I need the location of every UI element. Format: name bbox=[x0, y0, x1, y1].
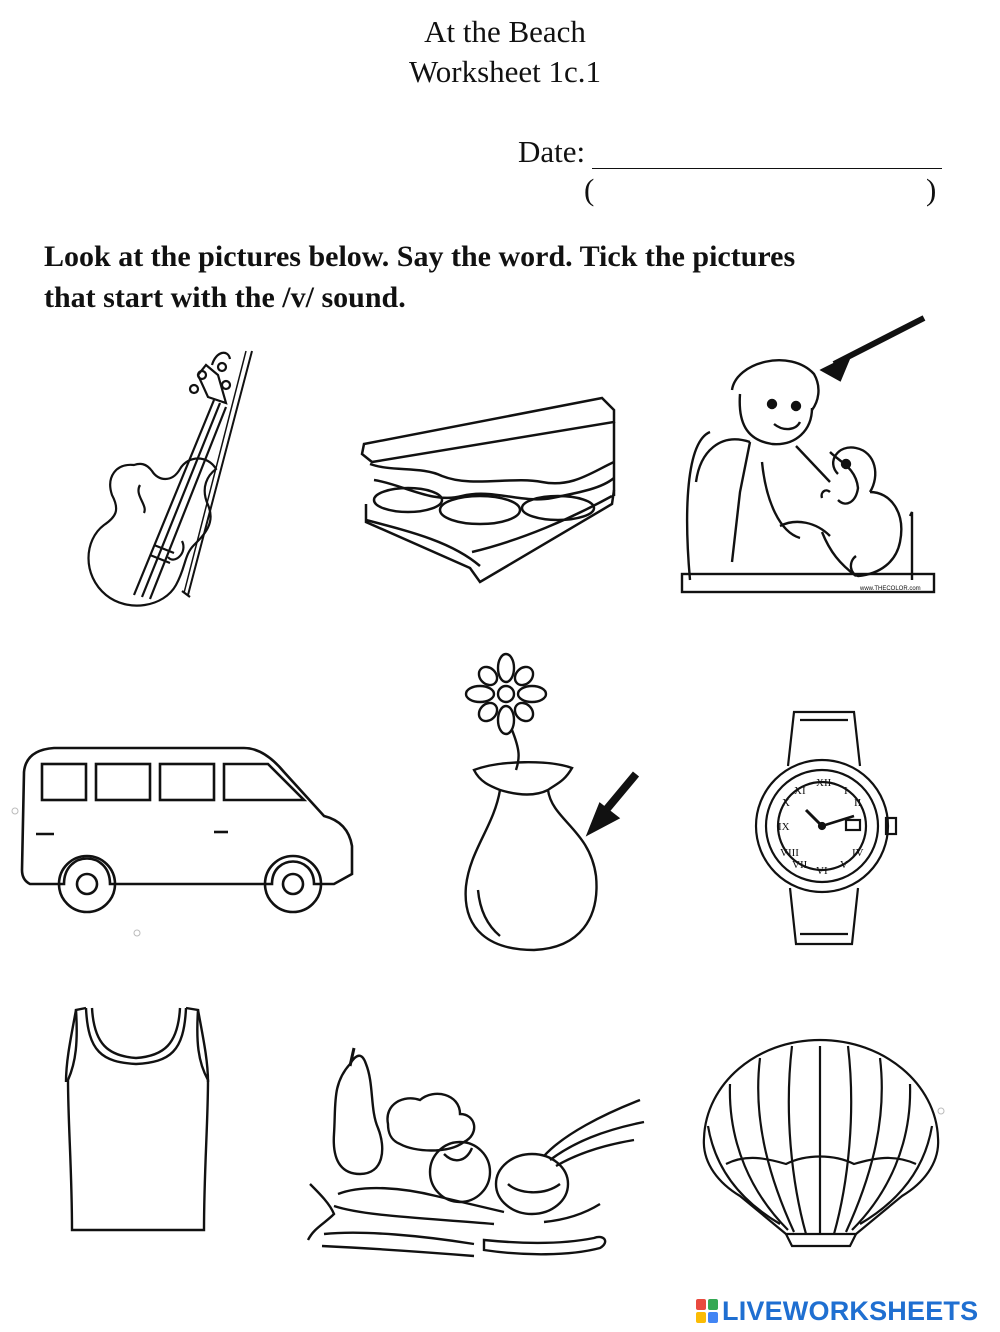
vase-icon bbox=[460, 650, 656, 956]
vet-footer-text: www.THECOLOR.com bbox=[860, 586, 921, 592]
vegetables-icon bbox=[304, 1044, 652, 1274]
paren-close: ) bbox=[926, 172, 937, 207]
date-label: Date: bbox=[518, 134, 586, 169]
instructions-line-1: Look at the pictures below. Say the word. Tick the pictures bbox=[44, 240, 796, 273]
vet-picture[interactable] bbox=[680, 312, 944, 600]
watch-picture[interactable] bbox=[748, 706, 900, 950]
liveworksheets-logo-icon bbox=[696, 1299, 718, 1323]
svg-text:V: V bbox=[840, 859, 848, 871]
worksheet-title: At the Beach bbox=[424, 14, 586, 49]
scan-dot bbox=[936, 1106, 946, 1116]
liveworksheets-logo[interactable] bbox=[696, 1296, 978, 1326]
instructions-line-2: that start with the /v/ sound. bbox=[44, 281, 406, 314]
vase-picture[interactable] bbox=[460, 650, 656, 956]
svg-text:XI: XI bbox=[794, 785, 806, 797]
paren-open: ( bbox=[584, 172, 595, 207]
instructions bbox=[44, 236, 944, 318]
svg-text:VIII: VIII bbox=[780, 847, 799, 859]
violin-picture[interactable] bbox=[76, 345, 266, 615]
date-input-line[interactable] bbox=[592, 168, 942, 169]
worksheet-subtitle: Worksheet 1c.1 bbox=[408, 54, 602, 89]
van-icon bbox=[14, 742, 360, 922]
shell-picture[interactable] bbox=[696, 1034, 946, 1248]
van-picture[interactable] bbox=[14, 742, 360, 922]
scan-dot bbox=[132, 928, 142, 938]
svg-text:VI: VI bbox=[816, 865, 828, 877]
svg-text:VII: VII bbox=[792, 859, 808, 871]
svg-text:IV: IV bbox=[852, 847, 864, 859]
watch-icon bbox=[748, 706, 900, 950]
sandwich-picture[interactable] bbox=[352, 392, 620, 588]
vest-picture[interactable] bbox=[62, 1002, 212, 1238]
svg-text:II: II bbox=[854, 797, 862, 809]
svg-text:I: I bbox=[844, 785, 848, 797]
vegetables-picture[interactable] bbox=[304, 1044, 652, 1274]
svg-text:IX: IX bbox=[778, 821, 790, 833]
scan-dot bbox=[10, 806, 20, 816]
liveworksheets-logo-text: LIVEWORKSHEETS bbox=[722, 1295, 979, 1326]
vet-icon bbox=[680, 312, 944, 600]
violin-icon bbox=[76, 345, 266, 615]
vest-icon bbox=[62, 1002, 212, 1238]
flower bbox=[466, 654, 546, 770]
sandwich-icon bbox=[352, 392, 620, 588]
svg-text:X: X bbox=[782, 797, 790, 809]
shell-icon bbox=[696, 1034, 946, 1248]
svg-text:XII: XII bbox=[816, 777, 832, 789]
